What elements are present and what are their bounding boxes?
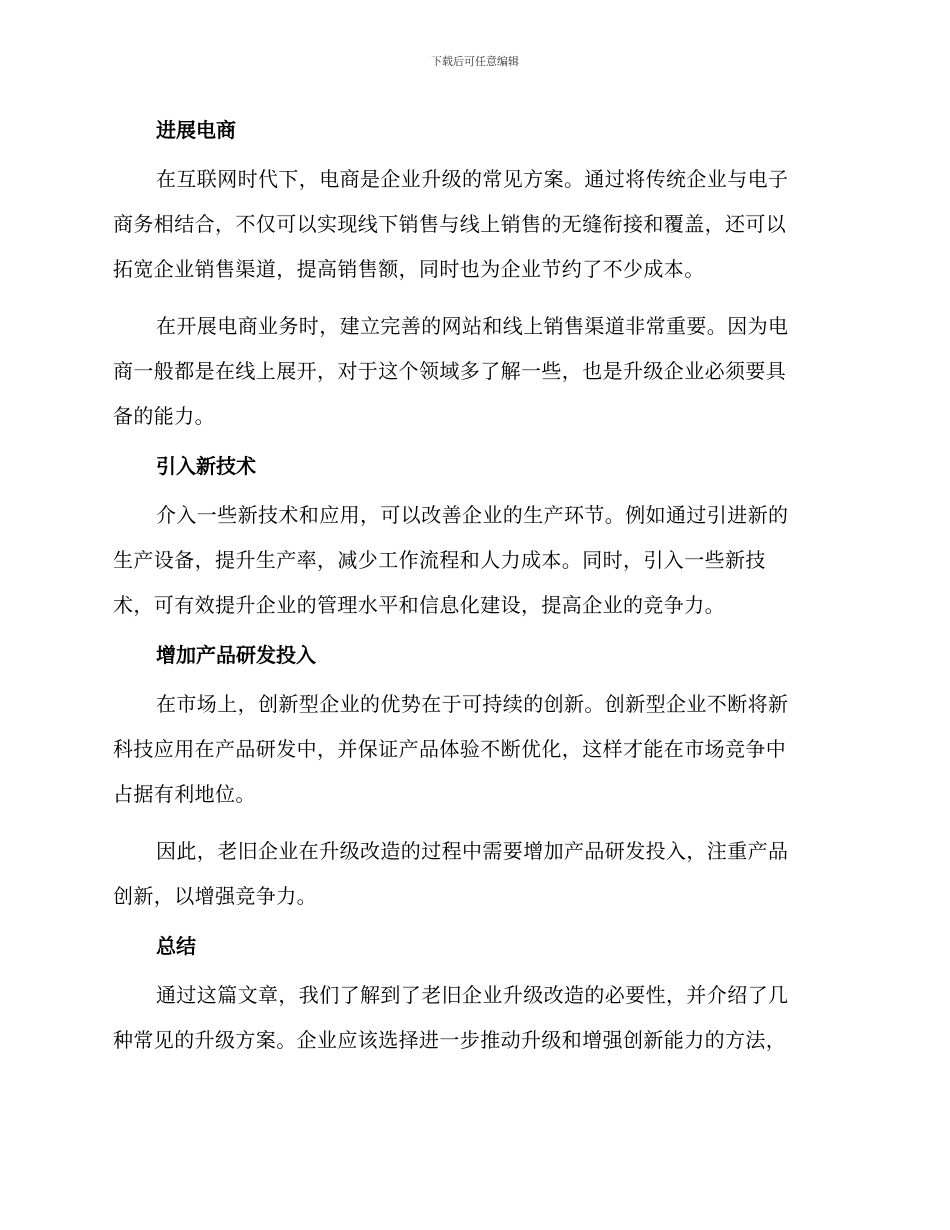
- section-new-technology: [113, 451, 835, 628]
- paragraph-line: 种常见的升级方案。企业应该选择进一步推动升级和增强创新能力的方法，: [113, 1028, 787, 1052]
- section-heading: 增加产品研发投入: [156, 643, 316, 667]
- page-header: 下载后可任意编辑: [431, 55, 519, 68]
- paragraph-line: 生产设备，提升生产率，减少工作流程和人力成本。同时，引入一些新技: [113, 548, 766, 572]
- section-ecommerce: [113, 115, 835, 439]
- paragraph-line: 术，可有效提升企业的管理水平和信息化建设，提高企业的竞争力。: [113, 593, 725, 617]
- paragraph: [113, 157, 835, 292]
- section-heading: 引入新技术: [156, 454, 256, 478]
- section-heading: 总结: [156, 934, 196, 958]
- paragraph: [113, 493, 835, 628]
- paragraph-line: 创新，以增强竞争力。: [113, 884, 317, 908]
- paragraph-line: 备的能力。: [113, 404, 215, 428]
- paragraph-line: 介入一些新技术和应用，可以改善企业的生产环节。例如通过引进新的: [156, 503, 789, 527]
- document-body: [113, 110, 835, 1075]
- paragraph-line: 在互联网时代下，电商是企业升级的常见方案。通过将传统企业与电子: [156, 167, 789, 191]
- paragraph: [113, 829, 835, 919]
- paragraph: [113, 304, 835, 439]
- paragraph-line: 商务相结合，不仅可以实现线下销售与线上销售的无缝衔接和覆盖，还可以: [113, 212, 787, 236]
- paragraph-line: 拓宽企业销售渠道，提高销售额，同时也为企业节约了不少成本。: [113, 257, 705, 281]
- section-heading: 进展电商: [156, 118, 236, 142]
- section-rd-investment: [113, 640, 835, 919]
- section-summary: [113, 931, 835, 1063]
- paragraph-line: 在开展电商业务时，建立完善的网站和线上销售渠道非常重要。因为电: [156, 314, 789, 338]
- paragraph: [113, 682, 835, 817]
- paragraph-line: 因此，老旧企业在升级改造的过程中需要增加产品研发投入，注重产品: [156, 839, 789, 863]
- paragraph: [113, 973, 835, 1063]
- paragraph-line: 科技应用在产品研发中，并保证产品体验不断优化，这样才能在市场竞争中: [113, 737, 787, 761]
- paragraph-line: 占据有利地位。: [113, 782, 256, 806]
- paragraph-line: 商一般都是在线上展开，对于这个领域多了解一些，也是升级企业必须要具: [113, 359, 787, 383]
- paragraph-line: 在市场上，创新型企业的优势在于可持续的创新。创新型企业不断将新: [156, 692, 789, 716]
- paragraph-line: 通过这篇文章，我们了解到了老旧企业升级改造的必要性，并介绍了几: [156, 983, 789, 1007]
